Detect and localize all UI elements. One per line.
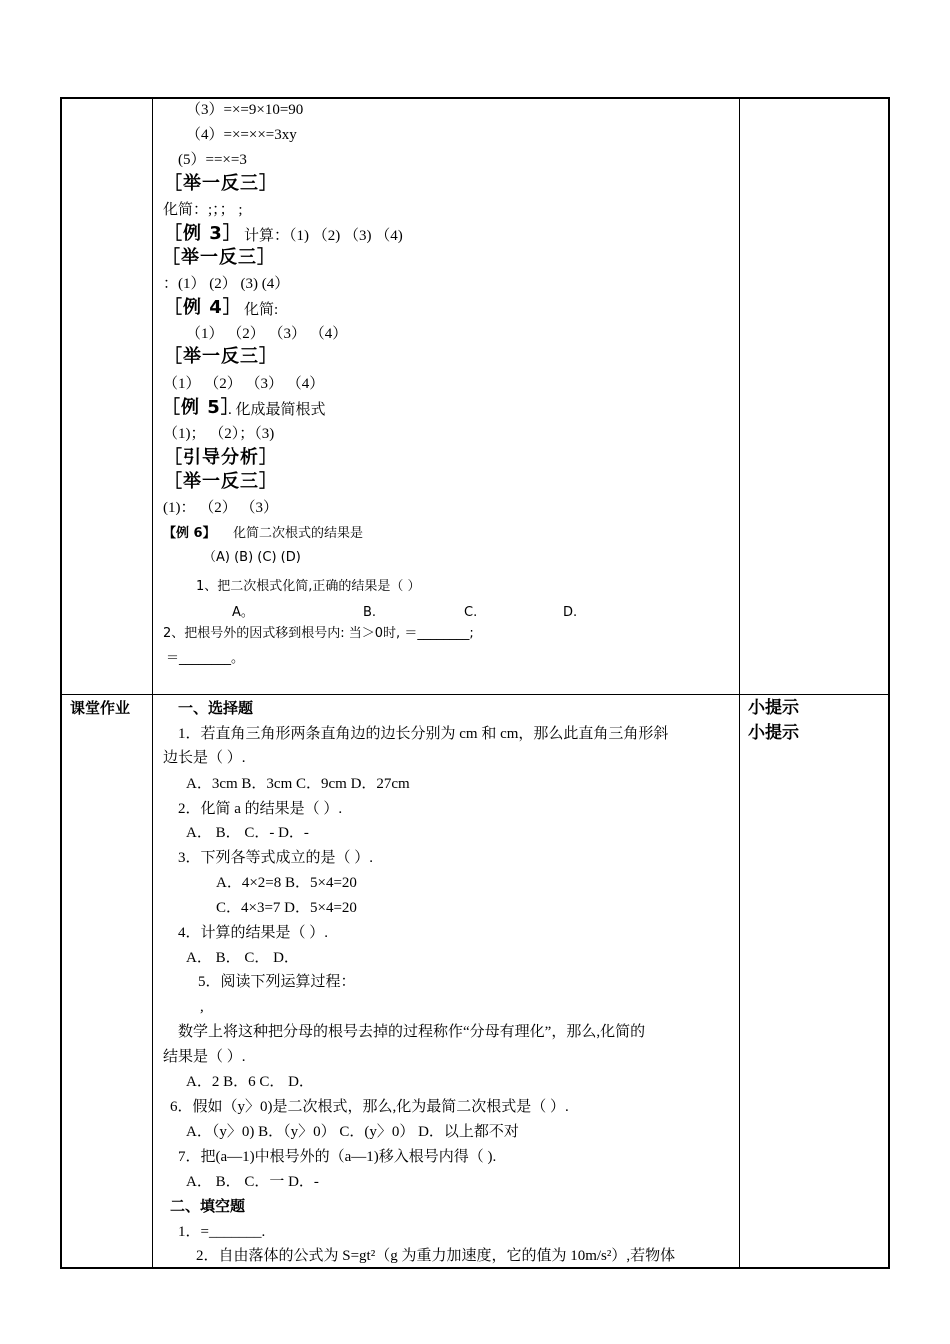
homework-label: 课堂作业 — [70, 701, 131, 717]
hint-label: 小提示 — [748, 723, 799, 743]
heading-practice: ［举一反三］ — [164, 346, 278, 367]
question-3-options-1: A．4×2=8 B．5×4=20 — [216, 875, 357, 891]
example-3-text: 计算：（1) （2) （3) （4) — [244, 228, 403, 244]
example-5-text: . 化成最简根式 — [228, 402, 326, 418]
result-line-5: (5）==×=3 — [178, 152, 247, 168]
heading-practice: ［举一反三］ — [164, 471, 278, 492]
example-6-options: （A) (B) (C) (D) — [203, 550, 301, 565]
question-7: 7．把(a—1)中根号外的（a—1)移入根号内得（ ). — [178, 1149, 497, 1165]
fill-question-2: 2．自由落体的公式为 S=gt²（g 为重力加速度，它的值为 10m/s²）,若物体 — [196, 1248, 676, 1264]
table-border-bottom — [60, 1267, 890, 1269]
question-6-options: A．（y〉0) B．（y〉0） C．(y〉0） D．以上都不对 — [186, 1124, 519, 1140]
result-line-3: （3）=×=9×10=90 — [186, 102, 304, 118]
question-3: 3．下列各等式成立的是（ ）. — [178, 850, 374, 866]
practice-items: ：(1） (2） (3) (4） — [163, 276, 290, 292]
column-divider-1 — [152, 97, 153, 1269]
simplify-line: 化简：;；； ; — [163, 202, 243, 218]
question-5-formula: , — [200, 999, 204, 1015]
result-line-4: （4）=×=××=3xy — [186, 127, 297, 143]
exercise-1-option-d: D. — [563, 605, 578, 620]
exercise-2-text: 2、把根号外的因式移到根号内: 当＞0时, ＝________; — [163, 626, 474, 641]
heading-practice: ［举一反三］ — [164, 173, 278, 194]
question-4: 4．计算的结果是（ ）. — [178, 925, 329, 941]
practice-items: （1） （2） （3） （4） — [163, 376, 325, 392]
hint-label: 小提示 — [748, 698, 799, 718]
question-5-text: 数学上将这种把分母的根号去掉的过程称作“分母有理化”，那么,化简的 — [178, 1024, 646, 1040]
example-6-text: 化简二次根式的结果是 — [233, 526, 364, 541]
example-5-label: ［例 5］ — [162, 397, 240, 418]
example-4-items: （1） （2） （3） （4） — [186, 326, 348, 342]
heading-practice: ［举一反三］ — [162, 247, 276, 268]
question-1: 1．若直角三角形两条直角边的边长分别为 cm 和 cm，那么此直角三角形斜 — [178, 726, 669, 742]
fill-question-1: 1．=_______. — [178, 1224, 266, 1240]
question-3-options-2: C．4×3=7 D．5×4=20 — [216, 900, 357, 916]
exercise-1-option-a: A。 — [232, 605, 254, 620]
example-4-text: 化简: — [244, 302, 279, 318]
table-border-right — [888, 97, 890, 1269]
question-5-options: A．2 B．6 C． D． — [186, 1074, 314, 1090]
question-4-options: A． B． C． D． — [186, 950, 299, 966]
exercise-2-blank: ＝________。 — [166, 651, 245, 666]
question-1-cont: 边长是（ ）. — [163, 750, 246, 766]
question-5: 5．阅读下列运算过程： — [198, 974, 356, 990]
question-2-options: A． B． C．- D．- — [186, 825, 309, 841]
exercise-1-text: 1、把二次根式化简,正确的结果是（ ） — [196, 579, 421, 594]
practice-items: (1)： （2） （3） — [163, 500, 278, 516]
column-divider-2 — [739, 97, 740, 1269]
table-border-left — [60, 97, 62, 1269]
row-divider — [60, 694, 890, 695]
question-1-options: A．3cm B．3cm C．9cm D．27cm — [186, 776, 410, 792]
question-2: 2．化简 a 的结果是（ ）. — [178, 801, 343, 817]
table-border-top — [60, 97, 890, 99]
question-7-options: A． B． C．一 D．- — [186, 1174, 319, 1190]
example-3-label: ［例 3］ — [164, 223, 242, 244]
question-5-cont: 结果是（ ）. — [163, 1049, 246, 1065]
section-fill-heading: 二、填空题 — [170, 1199, 246, 1215]
example-6-label: 【例 6】 — [163, 526, 216, 541]
question-6: 6．假如（y〉0)是二次根式，那么,化为最简二次根式是（ ）. — [170, 1099, 569, 1115]
example-4-label: ［例 4］ — [164, 297, 242, 318]
heading-guided-analysis: ［引导分析］ — [164, 447, 278, 468]
section-choice-heading: 一、选择题 — [178, 701, 254, 717]
exercise-1-option-c: C. — [464, 605, 478, 620]
example-5-items: （1)； （2）；（3) — [163, 426, 275, 442]
exercise-1-option-b: B. — [363, 605, 377, 620]
